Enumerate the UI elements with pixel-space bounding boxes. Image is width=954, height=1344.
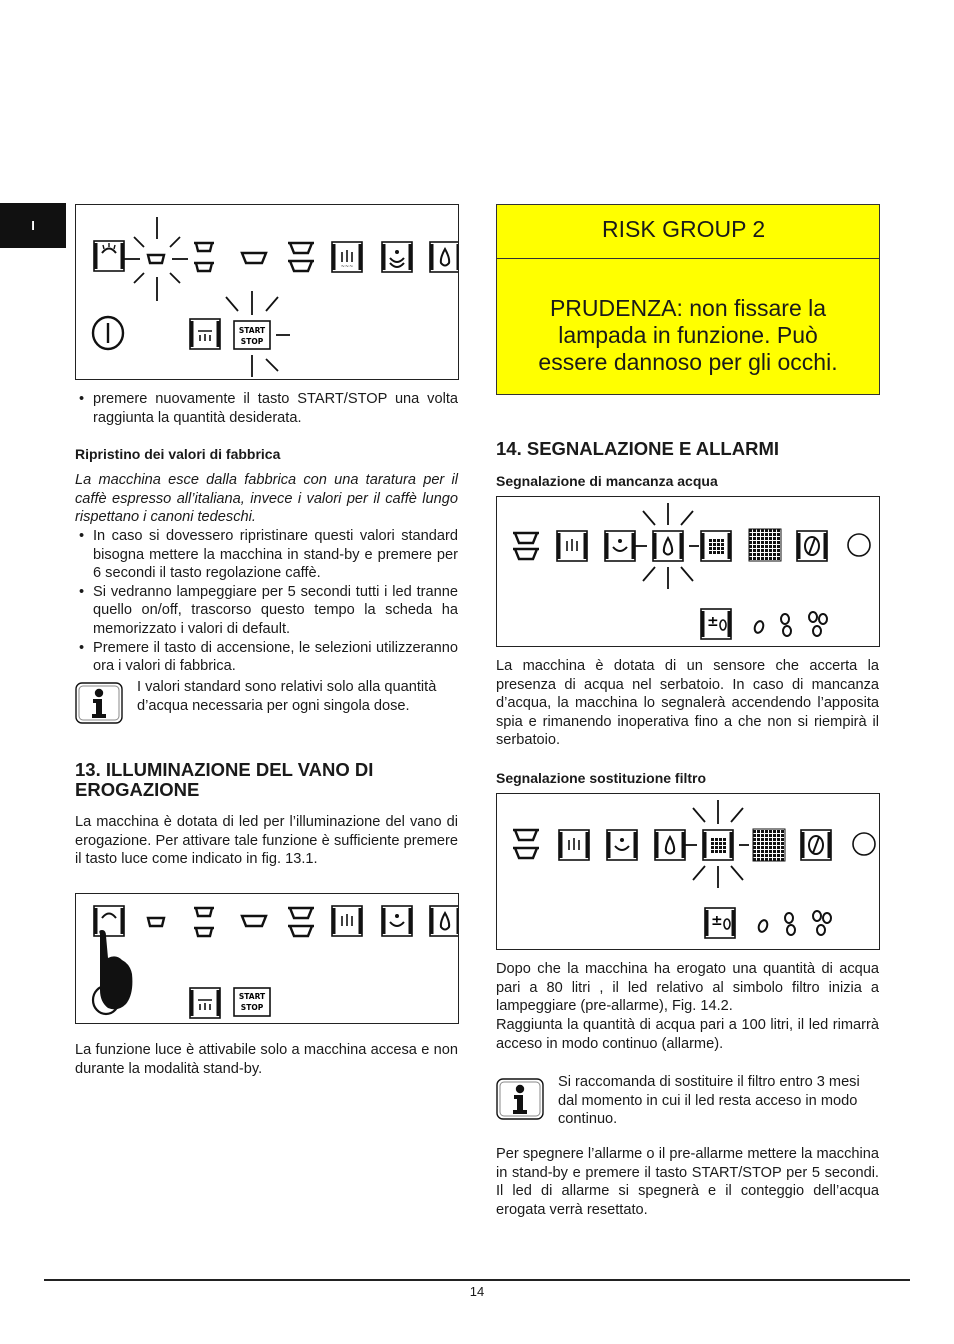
alarm-reset-text: Per spegnere l’allarme o il pre-allarme mettere la macchina in stand-by e premere il tasto START/STOP per 5 secondi. Il led di allarme si spegnerà e il conteggio dell’acqua erogata verrà resettato. bbox=[496, 1146, 879, 1218]
coffee-adjust-icon bbox=[190, 319, 220, 349]
page-number: 14 bbox=[469, 1284, 485, 1299]
control-panel-figure-start-stop bbox=[75, 204, 459, 380]
steam-icon bbox=[557, 531, 587, 561]
bean-strength-2-icon bbox=[785, 913, 795, 935]
coffee-bean-icon bbox=[797, 531, 827, 561]
section-13-title: 13. ILLUMINAZIONE DEL VANO DI EROGAZIONE bbox=[75, 759, 374, 800]
steam-icon bbox=[332, 906, 362, 936]
filter-replacement-note: Si raccomanda di sostituire il filtro entro 3 mesi dal momento in cui il led resta acceso in modo continuo. bbox=[558, 1074, 860, 1128]
list-item: • Premere il tasto di accensione, le selezioni utilizzeranno ora i valori di fabbrica. bbox=[75, 639, 458, 676]
bean-strength-2-icon bbox=[781, 614, 791, 636]
risk-line: PRUDENZA: non fissare la bbox=[549, 295, 827, 321]
light-button-icon bbox=[94, 241, 124, 271]
coffee-bean-icon bbox=[801, 830, 831, 860]
steam-icon bbox=[559, 830, 589, 860]
bean-strength-1-icon bbox=[753, 620, 765, 634]
bean-strength-1-icon bbox=[757, 919, 769, 933]
espresso-cup-icon bbox=[148, 918, 164, 926]
hot-water-icon bbox=[605, 531, 635, 561]
start-label: START bbox=[238, 992, 266, 1001]
risk-line: lampada in funzione. Può bbox=[558, 322, 818, 348]
strength-adjust-icon bbox=[705, 908, 735, 938]
water-drop-icon bbox=[430, 906, 458, 936]
status-indicator-icon bbox=[853, 833, 875, 855]
bean-strength-3-icon bbox=[809, 612, 827, 636]
section-13-text: La macchina è dotata di led per l’illuminazione del vano di erogazione. Per attivare tale funzione è sufficiente premere il tasto luce come indicato in fig. 13.1. bbox=[75, 814, 458, 868]
filter-blinking-icon bbox=[683, 800, 749, 888]
water-alarm-heading: Segnalazione di mancanza acqua bbox=[496, 473, 718, 489]
double-long-coffee-icon bbox=[288, 243, 314, 271]
hot-water-icon bbox=[607, 830, 637, 860]
steam-icon bbox=[332, 242, 362, 272]
water-drop-icon bbox=[430, 242, 458, 272]
double-long-coffee-icon bbox=[513, 830, 539, 858]
bean-strength-3-icon bbox=[813, 911, 831, 935]
long-coffee-icon bbox=[242, 916, 266, 926]
coffee-adjust-icon bbox=[190, 988, 220, 1018]
espresso-cup-blinking-icon bbox=[124, 217, 188, 301]
start-stop-button-blinking bbox=[226, 291, 290, 377]
light-button-icon bbox=[94, 906, 124, 936]
stop-label: STOP bbox=[240, 1003, 264, 1012]
start-label: START bbox=[238, 326, 266, 335]
stop-label: STOP bbox=[240, 337, 264, 346]
long-coffee-icon bbox=[242, 253, 266, 263]
strength-adjust-icon bbox=[701, 609, 731, 639]
power-button-icon bbox=[93, 317, 123, 349]
reset-heading: Ripristino dei valori di fabbrica bbox=[75, 446, 281, 462]
list-item: • Si vedranno lampeggiare per 5 secondi tutti i led tranne quello on/off, trascorso questo tempo la scheda ha memorizzato i valori di default. bbox=[75, 583, 458, 639]
risk-group-warning-box bbox=[496, 204, 880, 395]
hot-water-icon bbox=[382, 906, 412, 936]
risk-line: essere dannoso per gli occhi. bbox=[538, 349, 838, 375]
descaling-grid-icon bbox=[749, 529, 781, 561]
risk-group-header: RISK GROUP 2 bbox=[497, 205, 879, 259]
svg-text:~~~: ~~~ bbox=[340, 264, 354, 270]
reset-bullet-list bbox=[75, 527, 458, 676]
start-stop-bullet-list bbox=[75, 390, 458, 427]
double-espresso-icon bbox=[194, 908, 214, 936]
hot-water-icon bbox=[382, 242, 412, 272]
info-icon bbox=[496, 1078, 544, 1120]
section-14-title: 14. SEGNALAZIONE E ALLARMI bbox=[496, 438, 780, 459]
control-panel-figure-light bbox=[75, 893, 459, 1024]
double-long-coffee-icon bbox=[513, 533, 539, 559]
list-item: • premere nuovamente il tasto START/STOP una volta raggiunta la quantità desiderata. bbox=[75, 390, 458, 427]
reset-intro: La macchina esce dalla fabbrica con una taratura per il caffè espresso all’italiana, invece i valori per il caffè lungo rispettano i canoni tedeschi. bbox=[75, 472, 458, 526]
language-tab: I bbox=[0, 203, 66, 248]
descaling-grid-icon bbox=[753, 829, 785, 861]
list-item: • In caso si dovessero ripristinare questi valori standard bisogna mettere la macchina in stand-by e premere per 6 secondi il tasto regolazione caffè. bbox=[75, 527, 458, 583]
section-13-note: La funzione luce è attivabile solo a macchina accesa e non durante la modalità stand-by. bbox=[75, 1042, 458, 1077]
water-drop-blinking-icon bbox=[633, 503, 699, 589]
start-stop-button bbox=[234, 988, 270, 1016]
status-indicator-icon bbox=[848, 534, 870, 556]
control-panel-figure-filter-alarm bbox=[496, 793, 880, 950]
filter-alarm-heading: Segnalazione sostituzione filtro bbox=[496, 770, 707, 786]
svg-text:±: ± bbox=[711, 913, 723, 929]
svg-text:±: ± bbox=[707, 614, 719, 630]
double-espresso-icon bbox=[194, 243, 214, 271]
water-drop-icon bbox=[655, 830, 685, 860]
double-long-coffee-icon bbox=[288, 908, 314, 936]
risk-warning-text bbox=[497, 259, 879, 376]
standard-values-note: I valori standard sono relativi solo alla quantità d’acqua necessaria per ogni singola dose. bbox=[137, 679, 437, 714]
water-alarm-text: La macchina è dotata di un sensore che accerta la presenza di acqua nel serbatoio. In caso di mancanza d’acqua, la macchina lo segnalerà accendendo l’apposita spia e rimanendo inoperativa fino a che non si riempirà il serbatoio. bbox=[496, 658, 879, 749]
pointing-hand-icon bbox=[93, 930, 132, 1014]
footer-divider bbox=[44, 1279, 910, 1281]
filter-alarm-text-2: Raggiunta la quantità di acqua pari a 100 litri, il led rimarrà acceso in modo continuo (allarme). bbox=[496, 1017, 879, 1052]
filter-icon bbox=[701, 531, 731, 561]
control-panel-figure-water-alarm bbox=[496, 496, 880, 647]
info-icon bbox=[75, 682, 123, 724]
filter-alarm-text-1: Dopo che la macchina ha erogato una quantità di acqua pari a 80 litri , il led relativo al simbolo filtro inizia a lampeggiare (pre-allarme), Fig. 14.2. bbox=[496, 961, 879, 1015]
